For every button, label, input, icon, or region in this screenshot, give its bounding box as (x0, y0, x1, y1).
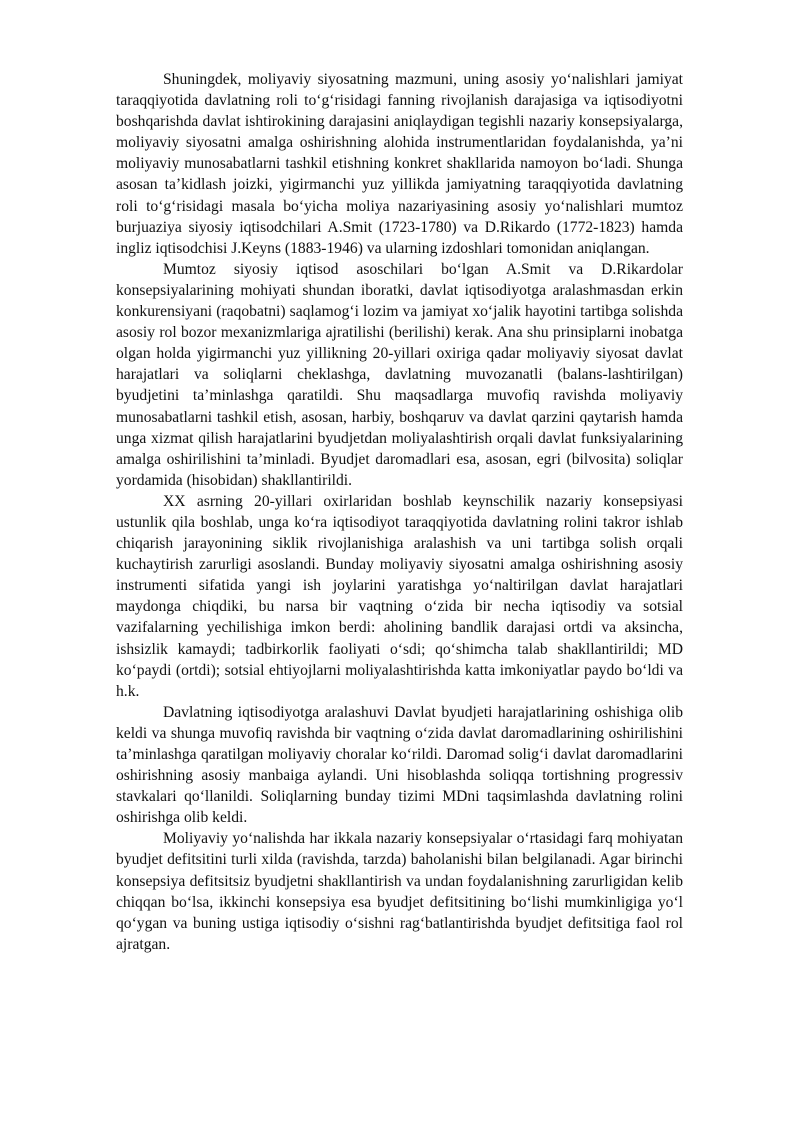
paragraph-keynesian-concept: XX asrning 20-yillari oxirlaridan boshlab keynschilik nazariy konsepsiyasi ustunlik qila boshlab, unga ko‘ra iqtisodiyot taraqqiyotida davlatning rolini takror ishlab chiqarish jarayonining siklik rivojlanishiga aralashish va uni tartibga solish orqali kuchaytirish zarurligi asoslandi. Bunday moliyaviy siyosatni amalga oshirishning asosiy instrumenti sifatida yangi ish joylarini yaratishga yo‘naltirilgan davlat harajatlari maydonga chiqdiki, bu narsa bir vaqtning o‘zida bir necha iqtisodiy va sotsial vazifalarning yechilishiga imkon berdi: aholining bandlik darajasi ortdi va aksincha, ishsizlik kamaydi; tadbirkorlik faoliyati o‘sdi; qo‘shimcha talab shakllantirildi; MD ko‘paydi (ortdi); sotsial ehtiyojlarni moliyalashtirishda katta imkoniyatlar paydo bo‘ldi va h.k. (116, 492, 683, 700)
paragraph-state-intervention: Davlatning iqtisodiyotga aralashuvi Davlat byudjeti harajatlarining oshishiga olib keldi va shunga muvofiq ravishda bir vaqtning o‘zida davlat daromadlarining oshirilishini ta’minlashga qaratilgan moliyaviy choralar ko‘rildi. Daromad solig‘i davlat daromadlarini oshirishning asosiy manbaiga aylandi. Uni hisoblashda soliqqa tortishning progressiv stavkalari qo‘llanildi. Soliqlarning bunday tizimi MDni taqsimlashda davlatning rolini oshirishga olib keldi. (116, 703, 683, 827)
document-page (116, 69, 683, 955)
paragraph-classical-economists: Mumtoz siyosiy iqtisod asoschilari bo‘lgan A.Smit va D.Rikardolar konsepsiyalarining mohiyati shundan iboratki, davlat iqtisodiyotga aralashmasdan erkin konkurensiyani (raqobatni) saqlamog‘i lozim va jamiyat xo‘jalik hayotini tartibga solishda asosiy rol bozor mexanizmlariga ajratilishi (berilishi) kerak. Ana shu prinsiplarni inobatga olgan holda yigirmanchi yuz yillikning 20-yillari oxiriga qadar moliyaviy siyosat davlat harajatlari va soliqlarni cheklashga, davlatning muvozanatli (balans-lashtirilgan) byudjetini ta’minlashga qaratildi. Shu maqsadlarga muvofiq ravishda moliyaviy munosabatlarni tashkil etish, asosan, harbiy, boshqaruv va davlat qarzini qaytarish hamda unga xizmat qilish harajatlarini byudjetdan moliyalashtirish orqali davlat funksiyalarining amalga oshirilishini ta’minladi. Byudjet daromadlari esa, asosan, egri (bilvosita) soliqlar yordamida (hisobidan) shakllantirildi. (116, 260, 683, 489)
paragraph-budget-deficit: Moliyaviy yo‘nalishda har ikkala nazariy konsepsiyalar o‘rtasidagi farq mohiyatan byudjet defitsitini turli xilda (ravishda, tarzda) baholanishi bilan belgilanadi. Agar birinchi konsepsiya defitsitsiz byudjetni shakllantirish va undan foydalanishning zarurligidan kelib chiqqan bo‘lsa, ikkinchi konsepsiya esa byudjet defitsitining bo‘lishi mumkinligiga yo‘l qo‘ygan va buning ustiga iqtisodiy o‘sishni rag‘batlantirishda byudjet defitsitiga faol rol ajratgan. (116, 830, 683, 953)
paragraph-financial-policy-content: Shuningdek, moliyaviy siyosatning mazmuni, uning asosiy yo‘nalishlari jamiyat taraqqiyotida davlatning roli to‘g‘risidagi fanning rivojlanish darajasiga va iqtisodiyotni boshqarishda davlat ishtirokining darajasini aniqlaydigan tegishli nazariy konsepsiyalarga, moliyaviy siyosatni amalga oshirishning alohida instrumentlaridan foydalanishda, ya’ni moliyaviy munosabatlarni tashkil etishning konkret shakllarida namoyon bo‘ladi. Shunga asosan ta’kidlash joizki, yigirmanchi yuz yillikda jamiyatning taraqqiyotida davlatning roli to‘g‘risidagi masala bo‘yicha moliya nazariyasining asosiy yo‘nalishlari mumtoz burjuaziya siyosiy iqtisodchilari A.Smit (1723-1780) va D.Rikardo (1772-1823) hamda ingliz iqtisodchisi J.Keyns (1883-1946) va ularning izdoshlari tomonidan aniqlangan. (116, 71, 683, 257)
